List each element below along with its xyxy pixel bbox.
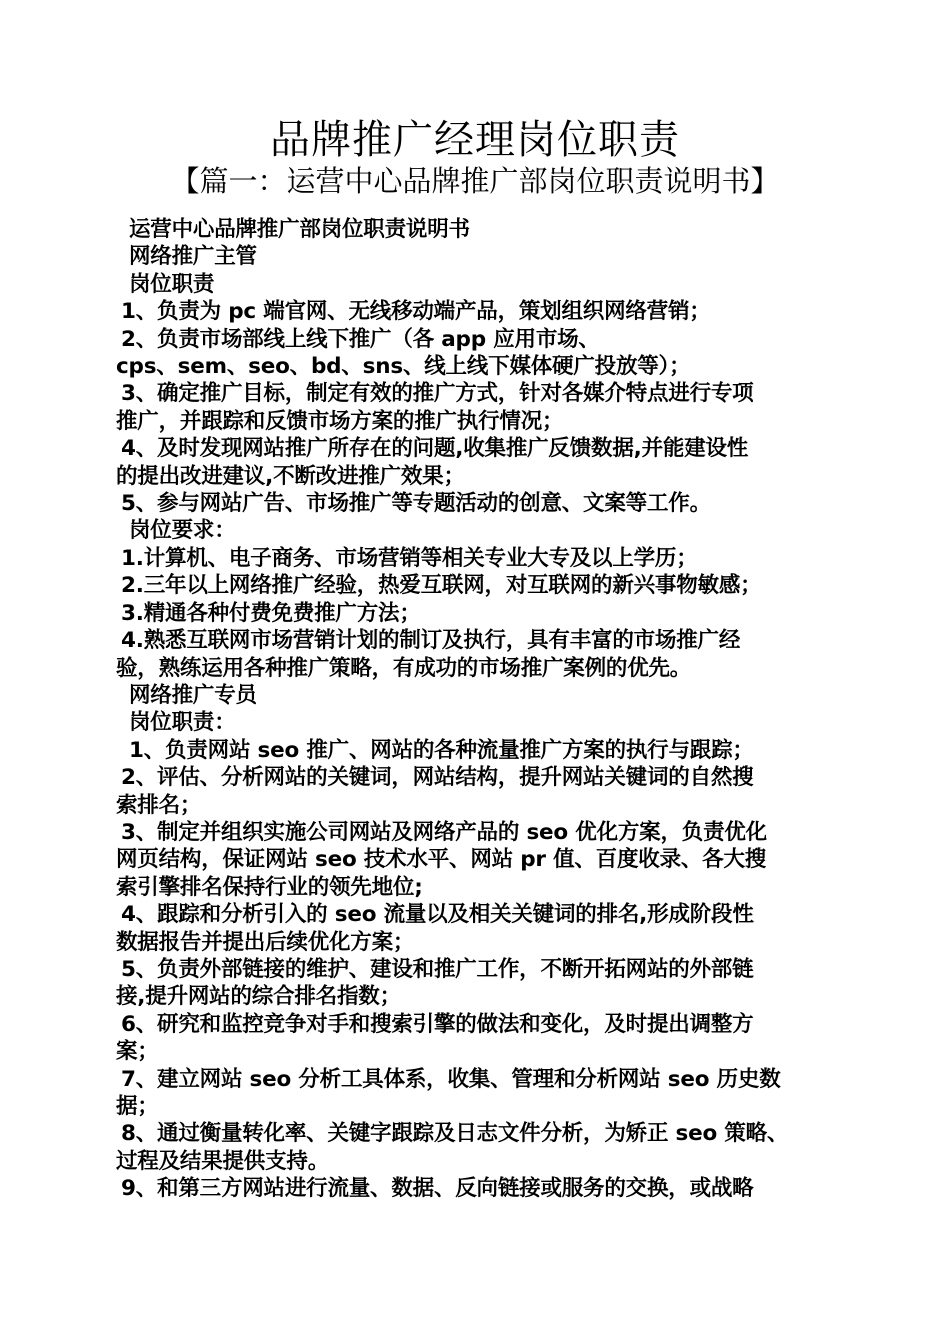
paragraph-line: 3、制定并组织实施公司网站及网络产品的 seo 优化方案，负责优化	[121, 819, 767, 845]
paragraph-line: 索引擎排名保持行业的领先地位;	[116, 874, 423, 900]
paragraph-line: 2、负责市场部线上线下推广（各 app 应用市场、	[121, 326, 600, 352]
section-heading: 运营中心品牌推广部岗位职责说明书	[129, 217, 470, 242]
paragraph-line: 4.熟悉互联网市场营销计划的制订及执行，具有丰富的市场推广经	[121, 628, 741, 654]
paragraph-line: 9、和第三方网站进行流量、数据、反向链接或服务的交换，或战略	[121, 1176, 754, 1202]
paragraph-line: 1、负责网站 seo 推广、网站的各种流量推广方案的执行与跟踪；	[129, 737, 754, 763]
section-heading: 岗位要求：	[129, 518, 236, 544]
paragraph-line: 5、参与网站广告、市场推广等专题活动的创意、文案等工作。	[121, 491, 711, 517]
paragraph-line: cps、sem、seo、bd、sns、线上线下媒体硬广投放等）；	[116, 354, 691, 380]
paragraph-line: 数据报告并提出后续优化方案；	[116, 929, 415, 955]
paragraph-line: 8、通过衡量转化率、关键字跟踪及日志文件分析，为矫正 seo 策略、	[121, 1121, 789, 1147]
paragraph-line: 推广，并跟踪和反馈市场方案的推广执行情况；	[116, 408, 564, 434]
section-heading: 网络推广主管	[129, 244, 257, 270]
paragraph-line: 6、研究和监控竞争对手和搜索引擎的做法和变化，及时提出调整方	[121, 1011, 754, 1037]
paragraph-line: 接,提升网站的综合排名指数；	[116, 984, 401, 1010]
paragraph-line: 7、建立网站 seo 分析工具体系，收集、管理和分析网站 seo 历史数	[121, 1066, 781, 1092]
paragraph-line: 据；	[116, 1094, 159, 1119]
section-heading: 岗位职责	[129, 271, 215, 297]
document-title: 品牌推广经理岗位职责	[270, 117, 680, 163]
paragraph-line: 验，熟练运用各种推广策略，有成功的市场推广案例的优先。	[116, 655, 692, 681]
paragraph-line: 1.计算机、电子商务、市场营销等相关专业大专及以上学历；	[121, 545, 698, 571]
paragraph-line: 4、跟踪和分析引入的 seo 流量以及相关关键词的排名,形成阶段性	[121, 902, 754, 928]
section-heading: 网络推广专员	[129, 682, 257, 708]
paragraph-line: 2、评估、分析网站的关键词，网站结构，提升网站关键词的自然搜	[121, 765, 754, 791]
paragraph-line: 3.精通各种付费免费推广方法；	[121, 600, 421, 626]
document-body	[116, 216, 840, 1203]
paragraph-line: 2.三年以上网络推广经验，热爱互联网，对互联网的新兴事物敏感；	[121, 573, 762, 599]
paragraph-line: 案；	[116, 1039, 159, 1065]
paragraph-line: 4、及时发现网站推广所存在的问题,收集推广反馈数据,并能建设性	[121, 436, 749, 462]
paragraph-line: 1、负责为 pc 端官网、无线移动端产品，策划组织网络营销；	[121, 299, 711, 325]
document-subtitle: 【篇一：运营中心品牌推广部岗位职责说明书】	[170, 164, 780, 198]
paragraph-line: 的提出改进建议,不断改进推广效果；	[116, 463, 465, 489]
paragraph-line: 索排名；	[116, 792, 202, 818]
paragraph-line: 3、确定推广目标，制定有效的推广方式，针对各媒介特点进行专项	[121, 381, 754, 407]
paragraph-line: 5、负责外部链接的维护、建设和推广工作，不断开拓网站的外部链	[121, 956, 754, 982]
section-heading: 岗位职责：	[129, 710, 236, 736]
paragraph-line: 网页结构，保证网站 seo 技术水平、网站 pr 值、百度收录、各大搜	[116, 847, 767, 873]
paragraph-line: 过程及结果提供支持。	[116, 1148, 330, 1174]
